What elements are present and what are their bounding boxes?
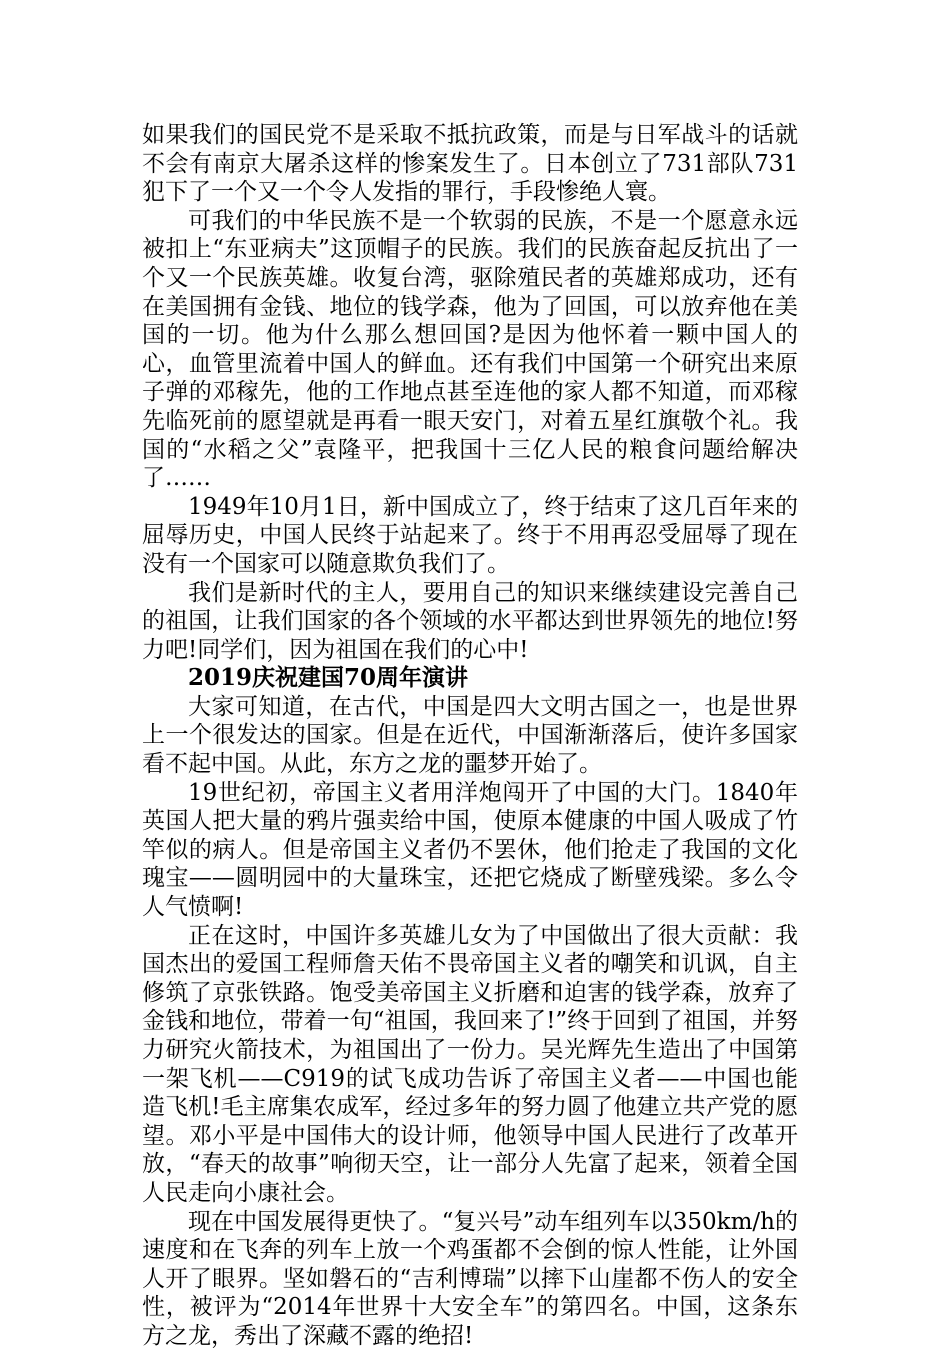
paragraph-7: 正在这时，中国许多英雄儿女为了中国做出了很大贡献：我国杰出的爱国工程师詹天佑不畏帝国主义者的嘲笑和讥讽，自主修筑了京张铁路。饱受美帝国主义折磨和迫害的钱学森，放弃了金钱和地位，带着一句“祖国，我回来了!”终于回到了祖国，并努力研究火箭技术，为祖国出了一份力。吴光辉先生造出了中国第一架飞机——C919的试飞成功告诉了帝国主义者——中国也能造飞机!毛主席集农成军，经过多年的努力圆了他建立共产党的愿望。邓小平是中国伟大的设计师，他领导中国人民进行了改革开放，“春天的故事”响彻天空，让一部分人先富了起来，领着全国人民走向小康社会。 bbox=[142, 922, 798, 1206]
paragraph-3: 1949年10月1日，新中国成立了，终于结束了这几百年来的屈辱历史，中国人民终于站起来了。终于不用再忍受屈辱了现在没有一个国家可以随意欺负我们了。 bbox=[142, 493, 798, 577]
paragraph-1: 如果我们的国民党不是采取不抵抗政策，而是与日军战斗的话就不会有南京大屠杀这样的惨案发生了。日本创立了731部队731犯下了一个又一个令人发指的罪行，手段惨绝人寰。 bbox=[142, 122, 798, 206]
paragraph-8: 现在中国发展得更快了。“复兴号”动车组列车以350km/h的速度和在飞奔的列车上放一个鸡蛋都不会倒的惊人性能，让外国人开了眼界。坚如磐石的“吉利博瑞”以摔下山崖都不伤人的安全性，被评为“2014年世界十大安全车”的第四名。中国，这条东方之龙，秀出了深藏不露的绝招! bbox=[142, 1208, 798, 1349]
paragraph-5: 大家可知道，在古代，中国是四大文明古国之一，也是世界上一个很发达的国家。但是在近代，中国渐渐落后，使许多国家看不起中国。从此，东方之龙的噩梦开始了。 bbox=[142, 693, 798, 778]
section-heading: 2019庆祝建国70周年演讲 bbox=[188, 664, 469, 692]
paragraph-2: 可我们的中华民族不是一个软弱的民族，不是一个愿意永远被扣上“东亚病夫”这顶帽子的民族。我们的民族奋起反抗出了一个又一个民族英雄。收复台湾，驱除殖民者的英雄郑成功，还有在美国拥有金钱、地位的钱学森，他为了回国，可以放弃他在美国的一切。他为什么那么想回国?是因为他怀着一颗中国人的心，血管里流着中国人的鲜血。还有我们中国第一个研究出来原子弹的邓稼先，他的工作地点甚至连他的家人都不知道，而邓稼先临死前的愿望就是再看一眼天安门，对着五星红旗敬个礼。我国的“水稻之父”袁隆平，把我国十三亿人民的粮食问题给解决了…… bbox=[142, 207, 798, 492]
paragraph-6: 19世纪初，帝国主义者用洋炮闯开了中国的大门。1840年英国人把大量的鸦片强卖给中国，使原本健康的中国人吸成了竹竿似的病人。但是帝国主义者仍不罢休，他们抢走了我国的文化瑰宝——圆明园中的大量珠宝，还把它烧成了断壁残梁。多么令人气愤啊! bbox=[142, 779, 798, 921]
document-body bbox=[142, 121, 798, 1351]
paragraph-4: 我们是新时代的主人，要用自己的知识来继续建设完善自己的祖国，让我们国家的各个领域的水平都达到世界领先的地位!努力吧!同学们，因为祖国在我们的心中! bbox=[142, 579, 798, 663]
